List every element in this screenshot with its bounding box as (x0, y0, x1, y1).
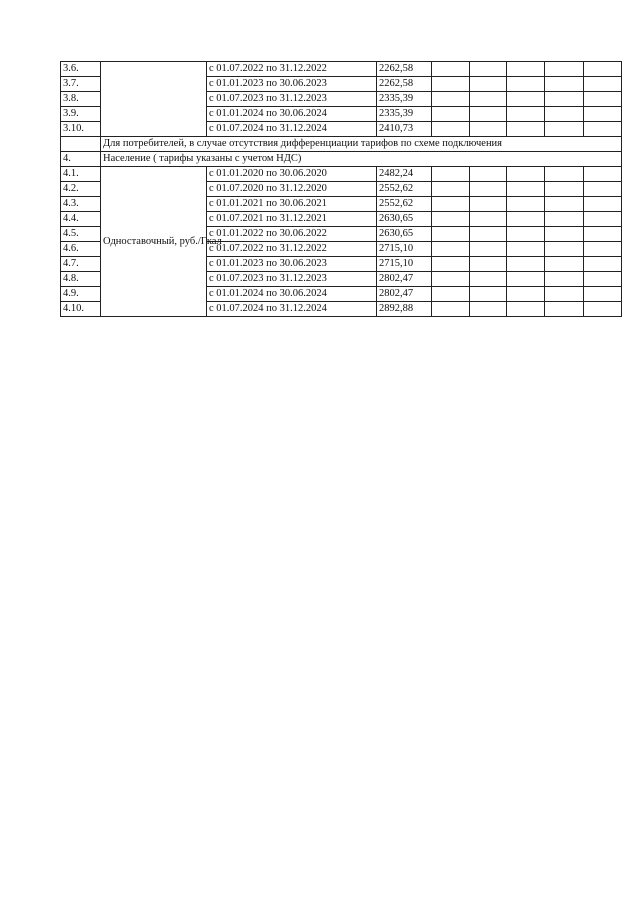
empty-cell (432, 77, 470, 92)
empty-cell (507, 122, 545, 137)
empty-cell (470, 212, 507, 227)
period-cell: с 01.07.2024 по 31.12.2024 (207, 302, 377, 317)
row-number: 4.2. (61, 182, 101, 197)
empty-cell (470, 287, 507, 302)
period-cell: с 01.01.2021 по 30.06.2021 (207, 197, 377, 212)
empty-cell (61, 137, 101, 152)
row-number: 4. (61, 152, 101, 167)
tariff-value: 2630,65 (377, 212, 432, 227)
period-cell: с 01.01.2024 по 30.06.2024 (207, 287, 377, 302)
empty-cell (584, 77, 622, 92)
row-number: 3.6. (61, 62, 101, 77)
row-number: 4.10. (61, 302, 101, 317)
empty-cell (432, 272, 470, 287)
tariff-value: 2552,62 (377, 182, 432, 197)
row-number: 4.9. (61, 287, 101, 302)
empty-cell (584, 287, 622, 302)
tariff-value: 2715,10 (377, 242, 432, 257)
empty-cell (507, 287, 545, 302)
empty-cell (470, 272, 507, 287)
population-row (61, 152, 622, 167)
empty-cell (545, 167, 584, 182)
empty-cell (507, 182, 545, 197)
empty-cell (507, 167, 545, 182)
empty-cell (545, 242, 584, 257)
empty-cell (584, 212, 622, 227)
empty-cell (507, 92, 545, 107)
empty-cell (584, 92, 622, 107)
empty-cell (470, 182, 507, 197)
empty-cell (507, 257, 545, 272)
tariff-value: 2802,47 (377, 287, 432, 302)
empty-cell (584, 302, 622, 317)
empty-cell (507, 212, 545, 227)
empty-cell (584, 257, 622, 272)
empty-cell (584, 182, 622, 197)
empty-cell (545, 227, 584, 242)
tariff-table (60, 61, 622, 317)
tariff-table-body (61, 62, 622, 317)
empty-cell (545, 62, 584, 77)
period-cell: с 01.07.2022 по 31.12.2022 (207, 242, 377, 257)
row-number: 3.9. (61, 107, 101, 122)
empty-cell (545, 287, 584, 302)
tariff-value: 2262,58 (377, 62, 432, 77)
empty-cell (584, 107, 622, 122)
row-number: 3.10. (61, 122, 101, 137)
period-cell: с 01.07.2023 по 31.12.2023 (207, 272, 377, 287)
tariff-value: 2482,24 (377, 167, 432, 182)
empty-cell (470, 242, 507, 257)
empty-cell (432, 257, 470, 272)
row-number: 4.3. (61, 197, 101, 212)
empty-cell (470, 257, 507, 272)
empty-cell (584, 272, 622, 287)
period-cell: с 01.07.2024 по 31.12.2024 (207, 122, 377, 137)
empty-cell (432, 197, 470, 212)
empty-cell (470, 227, 507, 242)
empty-cell (432, 182, 470, 197)
period-cell: с 01.07.2020 по 31.12.2020 (207, 182, 377, 197)
empty-cell (545, 122, 584, 137)
empty-cell (584, 242, 622, 257)
table-row (61, 62, 622, 77)
period-cell: с 01.07.2022 по 31.12.2022 (207, 62, 377, 77)
empty-cell (545, 272, 584, 287)
empty-cell (470, 92, 507, 107)
empty-cell (432, 62, 470, 77)
empty-cell (545, 212, 584, 227)
empty-cell (432, 287, 470, 302)
tariff-value: 2715,10 (377, 257, 432, 272)
empty-cell (584, 122, 622, 137)
tariff-value: 2552,62 (377, 197, 432, 212)
row-number: 4.1. (61, 167, 101, 182)
empty-cell (432, 167, 470, 182)
empty-cell (507, 197, 545, 212)
empty-cell (432, 107, 470, 122)
empty-cell (432, 242, 470, 257)
empty-cell (507, 107, 545, 122)
empty-cell (545, 77, 584, 92)
rate-type-cell: Одноставочный, руб./Гкал (101, 167, 207, 317)
table-row (61, 167, 622, 182)
period-cell: с 01.01.2023 по 30.06.2023 (207, 257, 377, 272)
empty-cell (470, 107, 507, 122)
tariff-value: 2802,47 (377, 272, 432, 287)
period-cell: с 01.01.2020 по 30.06.2020 (207, 167, 377, 182)
empty-cell (584, 62, 622, 77)
empty-cell (432, 302, 470, 317)
empty-cell (545, 302, 584, 317)
empty-cell (432, 212, 470, 227)
row-number: 4.4. (61, 212, 101, 227)
empty-cell (470, 62, 507, 77)
empty-cell (507, 62, 545, 77)
empty-cell (470, 302, 507, 317)
period-cell: с 01.07.2021 по 31.12.2021 (207, 212, 377, 227)
empty-cell (584, 227, 622, 242)
empty-cell (545, 182, 584, 197)
population-label: Население ( тарифы указаны с учетом НДС) (101, 152, 622, 167)
period-cell: с 01.01.2023 по 30.06.2023 (207, 77, 377, 92)
empty-cell (584, 167, 622, 182)
empty-cell (545, 107, 584, 122)
empty-cell (584, 197, 622, 212)
tariff-value: 2335,39 (377, 92, 432, 107)
tariff-value: 2630,65 (377, 227, 432, 242)
section-heading: Для потребителей, в случае отсутствия дифференциации тарифов по схеме подключения (101, 137, 622, 152)
rate-type-cell (101, 62, 207, 137)
tariff-value: 2892,88 (377, 302, 432, 317)
row-number: 4.6. (61, 242, 101, 257)
empty-cell (507, 227, 545, 242)
empty-cell (507, 77, 545, 92)
empty-cell (545, 92, 584, 107)
empty-cell (507, 242, 545, 257)
row-number: 3.7. (61, 77, 101, 92)
empty-cell (545, 197, 584, 212)
row-number: 4.7. (61, 257, 101, 272)
row-number: 4.5. (61, 227, 101, 242)
empty-cell (470, 122, 507, 137)
empty-cell (545, 257, 584, 272)
empty-cell (470, 197, 507, 212)
empty-cell (432, 227, 470, 242)
empty-cell (507, 302, 545, 317)
tariff-value: 2410,73 (377, 122, 432, 137)
period-cell: с 01.01.2024 по 30.06.2024 (207, 107, 377, 122)
tariff-value: 2335,39 (377, 107, 432, 122)
period-cell: с 01.01.2022 по 30.06.2022 (207, 227, 377, 242)
tariff-value: 2262,58 (377, 77, 432, 92)
empty-cell (470, 77, 507, 92)
period-cell: с 01.07.2023 по 31.12.2023 (207, 92, 377, 107)
section-heading-row (61, 137, 622, 152)
row-number: 4.8. (61, 272, 101, 287)
empty-cell (432, 122, 470, 137)
row-number: 3.8. (61, 92, 101, 107)
empty-cell (507, 272, 545, 287)
empty-cell (432, 92, 470, 107)
empty-cell (470, 167, 507, 182)
